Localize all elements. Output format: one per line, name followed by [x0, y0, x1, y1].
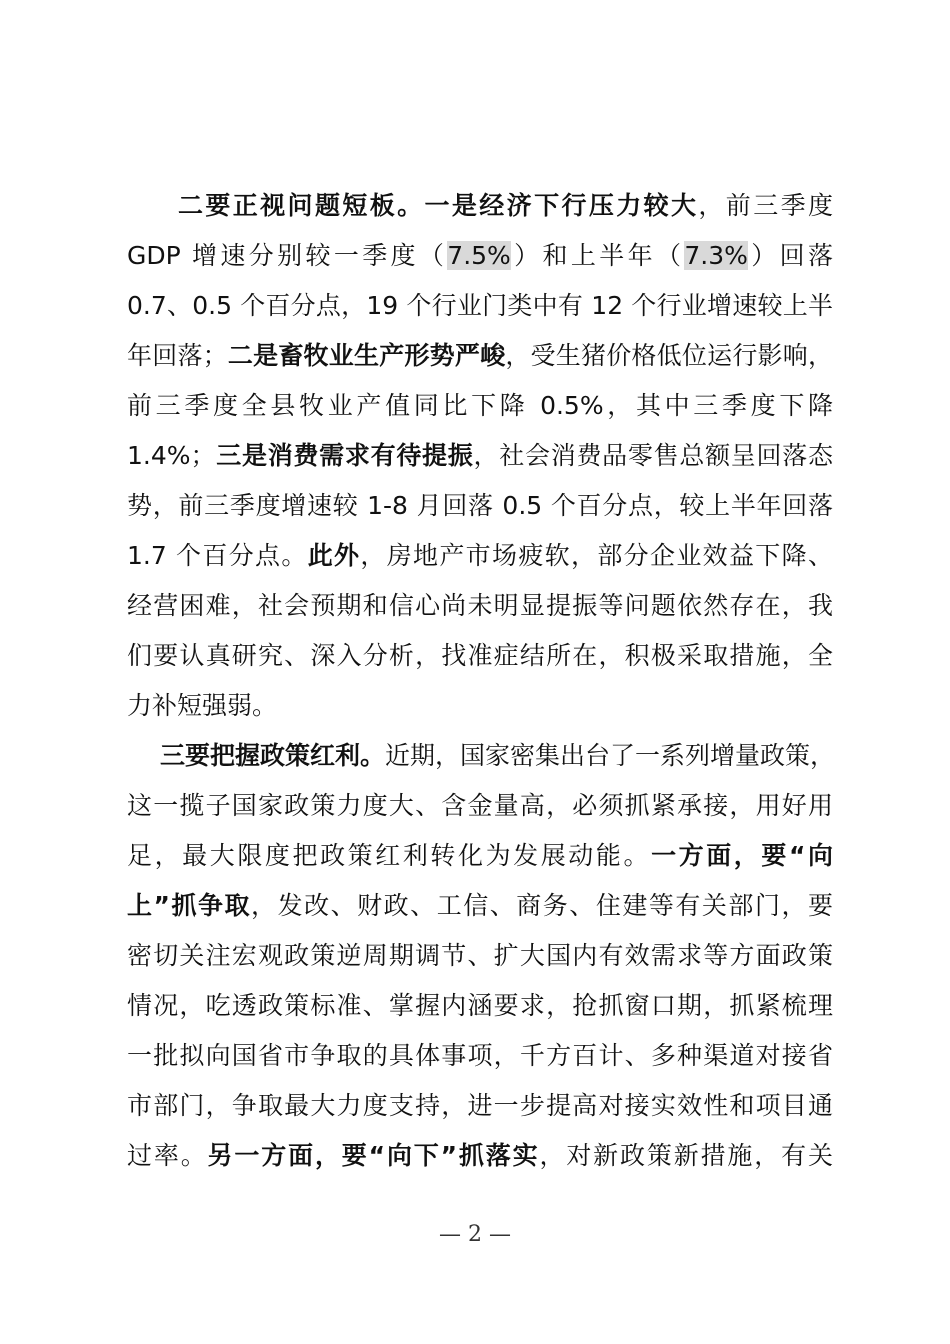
text-line	[127, 1081, 833, 1131]
body-text: 势，前三季度增速较 1-8 月回落 0.5 个百分点，较上半年回落	[127, 491, 833, 520]
text-line	[127, 481, 833, 531]
bold-text: 二要正视问题短板。一是经济下行压力较大	[178, 191, 699, 220]
body-text: 年回落；	[127, 341, 228, 370]
body-text: 前三季度全县牧业产值同比下降 0.5%，其中三季度下降	[127, 391, 833, 420]
body-text: ）回落	[747, 241, 833, 270]
paragraph	[127, 731, 836, 1181]
bold-text: 此外	[307, 541, 361, 570]
document-body	[127, 181, 836, 1181]
text-line	[127, 1131, 833, 1181]
body-text: 过率。	[127, 1141, 208, 1170]
body-text: ，房地产市场疲软，部分企业效益下降、	[360, 541, 833, 570]
body-text: 1.4%；	[127, 441, 216, 470]
highlighted-text: 7.3%	[684, 241, 748, 270]
body-text: ，对新政策新措施，有关	[539, 1141, 833, 1170]
text-line	[127, 431, 833, 481]
bold-text: 上”抓争取	[127, 891, 252, 920]
highlighted-text: 7.5%	[447, 241, 511, 270]
body-text: 0.7、0.5 个百分点，19 个行业门类中有 12 个行业增速较上半	[127, 291, 833, 320]
page-number: — 2 —	[439, 1222, 511, 1247]
text-line	[127, 231, 833, 281]
text-line	[127, 731, 836, 781]
body-text: 市部门，争取最大力度支持，进一步提高对接实效性和项目通	[127, 1091, 833, 1120]
body-text: ，发改、财政、工信、商务、住建等有关部门，要	[251, 891, 833, 920]
bold-text: 三是消费需求有待提振	[215, 441, 474, 470]
bold-text: 二是畜牧业生产形势严峻	[227, 341, 506, 370]
text-line	[127, 281, 833, 331]
body-text: 近期，国家密集出台了一系列增量政策，	[385, 741, 836, 770]
body-text: 密切关注宏观政策逆周期调节、扩大国内有效需求等方面政策	[127, 941, 833, 970]
text-line	[127, 1031, 833, 1081]
body-text: 们要认真研究、深入分析，找准症结所在，积极采取措施，全	[127, 641, 833, 670]
text-line	[127, 531, 833, 581]
text-line	[127, 831, 833, 881]
text-line	[127, 981, 833, 1031]
body-text: ，前三季度	[698, 191, 833, 220]
text-line	[127, 681, 833, 731]
body-text: 经营困难，社会预期和信心尚未明显提振等问题依然存在，我	[127, 591, 833, 620]
body-text: GDP 增速分别较一季度（	[127, 241, 448, 270]
body-text: 力补短强弱。	[127, 691, 278, 720]
body-text: 情况，吃透政策标准、掌握内涵要求，抢抓窗口期，抓紧梳理	[127, 991, 833, 1020]
bold-text: 一方面，要“向	[651, 841, 833, 870]
body-text: ）和上半年（	[510, 241, 685, 270]
bold-text: 另一方面，要“向下”抓落实	[207, 1141, 540, 1170]
text-line	[127, 581, 833, 631]
text-line	[127, 631, 833, 681]
bold-text: 三要把握政策红利。	[160, 741, 386, 770]
body-text: ，受生猪价格低位运行影响，	[505, 341, 833, 370]
body-text: 一批拟向国省市争取的具体事项，千方百计、多种渠道对接省	[127, 1041, 833, 1070]
text-line	[127, 181, 833, 231]
text-line	[127, 781, 833, 831]
paragraph	[127, 181, 833, 731]
body-text: 1.7 个百分点。	[127, 541, 308, 570]
text-line	[127, 381, 833, 431]
text-line	[127, 881, 833, 931]
body-text: ，社会消费品零售总额呈回落态	[473, 441, 833, 470]
body-text: 这一揽子国家政策力度大、含金量高，必须抓紧承接，用好用	[127, 791, 833, 820]
body-text: 足，最大限度把政策红利转化为发展动能。	[127, 841, 652, 870]
text-line	[127, 331, 833, 381]
text-line	[127, 931, 833, 981]
